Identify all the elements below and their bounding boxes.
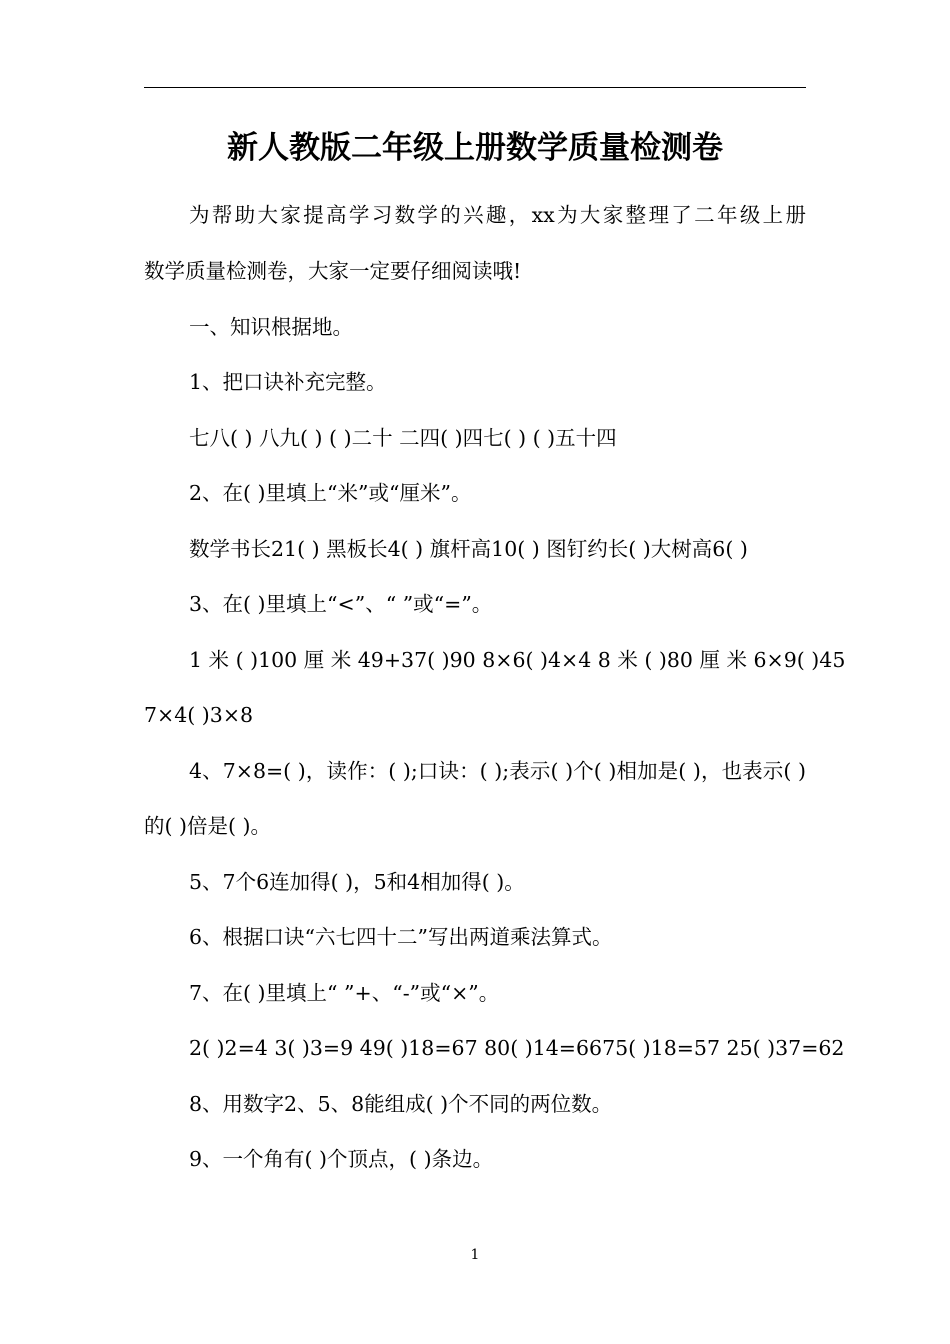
question-4-line-2: 的( )倍是( )。 [144, 814, 272, 838]
question-2-content: 数学书长21( ) 黑板长4( ) 旗杆高10( ) 图钉约长( )大树高6( ) [189, 537, 748, 561]
question-3-content-line-2: 7×4( )3×8 [144, 703, 254, 727]
document-title: 新人教版二年级上册数学质量检测卷 [227, 130, 723, 166]
intro-line-1: 为帮助大家提高学习数学的兴趣，xx为大家整理了二年级上册 [189, 203, 806, 227]
question-1-content: 七八( ) 八九( ) ( )二十 二四( )四七( ) ( )五十四 [189, 426, 617, 450]
question-7: 7、在( )里填上“ ”+、“-”或“×”。 [189, 981, 500, 1005]
header-rule [144, 87, 806, 88]
question-9: 9、一个角有( )个顶点，( )条边。 [189, 1147, 494, 1171]
page-number: 1 [470, 1247, 480, 1263]
question-7-content: 2( )2=4 3( )3=9 49( )18=67 80( )14=6675( )18=57 25( )37=62 [189, 1036, 845, 1060]
question-3-content-line-1: 1 米 ( )100 厘 米 49+37( )90 8×6( )4×4 8 米 ( )80 厘 米 6×9( )45 [189, 648, 846, 672]
question-6: 6、根据口诀“六七四十二”写出两道乘法算式。 [189, 925, 613, 949]
section-heading: 一、知识根据地。 [189, 315, 353, 339]
intro-line-2: 数学质量检测卷，大家一定要仔细阅读哦! [144, 259, 522, 283]
question-1: 1、把口诀补充完整。 [189, 370, 387, 394]
question-5: 5、7个6连加得( )，5和4相加得( )。 [189, 870, 525, 894]
question-2: 2、在( )里填上“米”或“厘米”。 [189, 481, 472, 505]
question-8: 8、用数字2、5、8能组成( )个不同的两位数。 [189, 1092, 613, 1116]
question-3: 3、在( )里填上“<”、“ ”或“=”。 [189, 592, 493, 616]
question-4-line-1: 4、7×8=( )，读作：( );口诀：( );表示( )个( )相加是( )，也表示( ) [189, 759, 806, 783]
